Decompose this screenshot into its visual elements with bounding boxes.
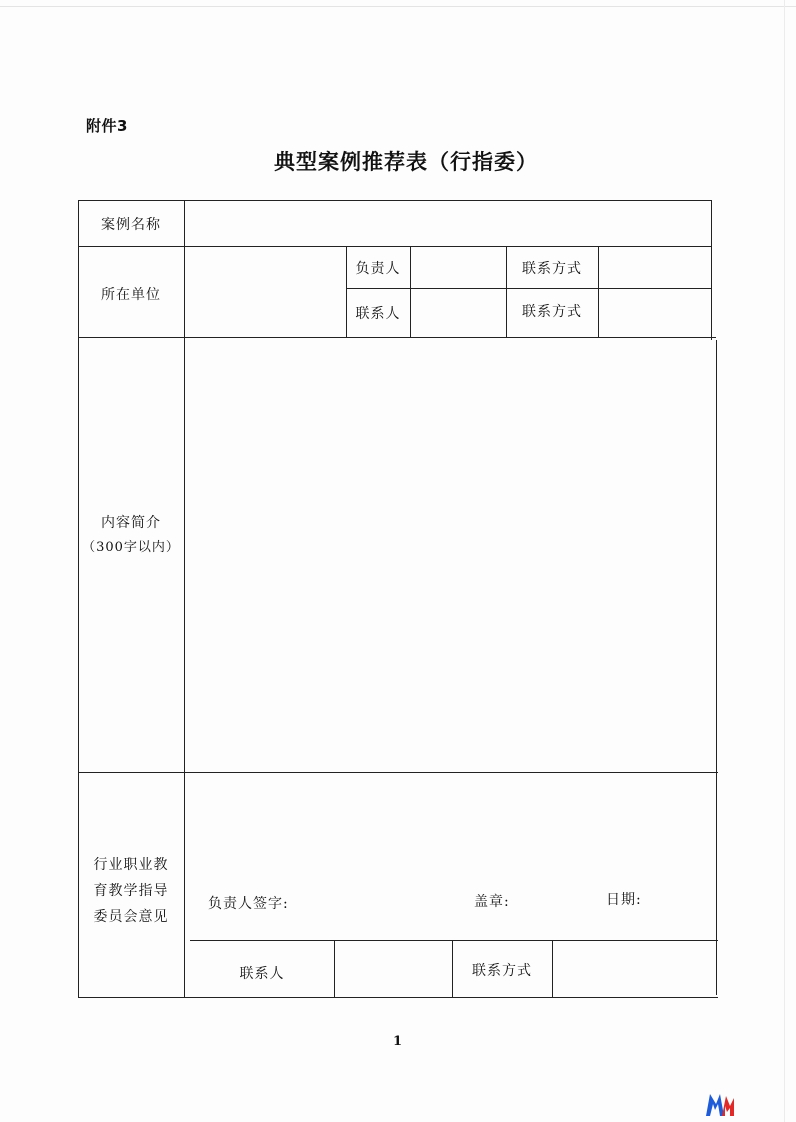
opinion-label-line3: 委员会意见 [93,909,169,925]
opinion-label-line1: 行业职业教 [93,857,169,873]
row-divider-3 [78,772,718,773]
table-border-bottom [78,997,718,998]
responsible-contact-field[interactable] [600,248,710,286]
scan-edge-top [0,6,796,7]
attachment-label: 附件3 [86,117,128,135]
table-border-right-lower [716,340,717,995]
unit-col-divider-4 [598,246,599,337]
content-summary-field[interactable] [186,339,714,770]
case-name-field[interactable] [186,202,710,244]
seal-label: 盖章: [474,894,510,910]
page-number: 1 [393,1034,403,1049]
bottom-contact-person-label: 联系人 [239,966,285,982]
unit-field[interactable] [186,248,344,335]
content-label-line1: 内容简介 [101,515,161,531]
responsible-person-label: 负责人 [355,261,401,277]
row-divider-unit-mid [346,288,712,289]
contact-person-field[interactable] [412,290,504,335]
bottom-contact-person-field[interactable] [336,942,450,995]
row-divider-2 [78,337,716,338]
contact-person-contact-field[interactable] [600,290,710,335]
unit-col-divider-2 [410,246,411,337]
contact-method-label-1: 联系方式 [522,261,582,277]
committee-opinion-field[interactable] [186,774,716,938]
recommendation-form-table [78,200,718,998]
table-border-right-upper [711,200,712,340]
bottom-contact-method-label: 联系方式 [472,963,532,979]
signature-label: 负责人签字: [208,896,289,912]
content-label-line2: （300字以内） [82,540,180,555]
contact-method-label-2: 联系方式 [522,304,582,320]
row-divider-1 [78,246,712,247]
document-title: 典型案例推荐表（行指委） [274,149,538,174]
date-label: 日期: [606,892,642,908]
row-divider-opinion-bottom [190,940,718,941]
bottom-contact-method-field[interactable] [554,942,714,995]
table-border-top [78,200,712,201]
contact-col-divider-1 [334,940,335,997]
scan-edge-right [784,0,785,1122]
label-column-divider [184,200,185,998]
logo-icon [706,1094,734,1116]
contact-person-label: 联系人 [355,306,401,322]
opinion-label-line2: 育教学指导 [93,883,169,899]
contact-col-divider-3 [552,940,553,997]
responsible-person-field[interactable] [412,248,504,286]
unit-label: 所在单位 [101,287,161,303]
case-name-label: 案例名称 [101,217,161,233]
